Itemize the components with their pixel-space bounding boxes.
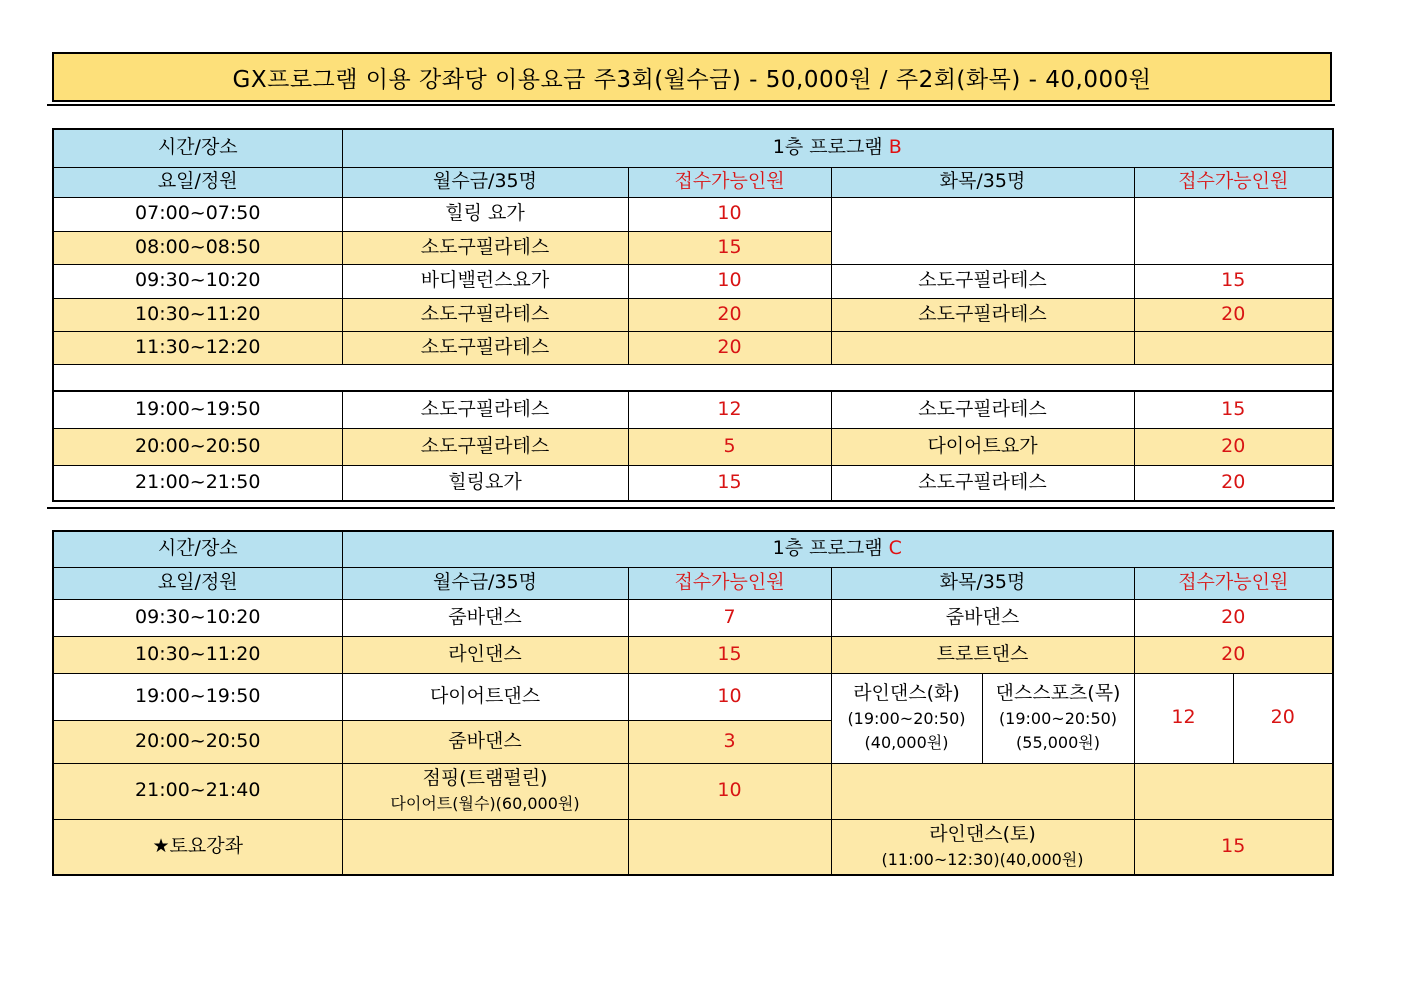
col-mwf: 월수금/35명: [342, 567, 628, 599]
thursday-class-cell: 댄스스포츠(목) (19:00~20:50) (55,000원): [982, 673, 1134, 763]
capacity-cell: 20: [1134, 636, 1333, 673]
time-cell: 20:00~20:50: [53, 720, 342, 763]
class-cell: 소도구필라테스: [831, 264, 1134, 298]
program-letter: C: [888, 537, 902, 560]
class-cell: 소도구필라테스: [342, 298, 628, 331]
capacity-cell: 15: [1134, 391, 1333, 428]
capacity-cell: 20: [1134, 298, 1333, 331]
class-cell: [831, 763, 1134, 819]
table-row: [53, 465, 1333, 501]
table-title: 1층 프로그램 B: [342, 129, 1333, 167]
time-cell: 21:00~21:50: [53, 465, 342, 501]
table-row: [53, 636, 1333, 673]
capacity-cell: 20: [628, 298, 831, 331]
time-cell: ★토요강좌: [53, 819, 342, 875]
class-cell: 소도구필라테스: [831, 391, 1134, 428]
capacity-cell: [628, 819, 831, 875]
capacity-cell: 5: [628, 428, 831, 465]
capacity-cell: 20: [1134, 465, 1333, 501]
table-row: [53, 819, 1333, 875]
table-row: [53, 673, 1333, 720]
capacity-cell: [1134, 331, 1333, 364]
class-cell: 힐링 요가: [342, 197, 628, 231]
class-cell: 소도구필라테스: [342, 428, 628, 465]
class-cell: 라인댄스: [342, 636, 628, 673]
time-cell: 19:00~19:50: [53, 391, 342, 428]
capacity-cell: 10: [628, 763, 831, 819]
capacity-cell: 10: [628, 264, 831, 298]
table-row: [53, 331, 1333, 364]
capacity-cell: 10: [628, 197, 831, 231]
time-cell: 09:30~10:20: [53, 599, 342, 636]
time-cell: 07:00~07:50: [53, 197, 342, 231]
capacity-cell: 15: [1134, 819, 1333, 875]
capacity-cell: 15: [628, 231, 831, 264]
capacity-cell: 20: [1233, 673, 1333, 763]
capacity-cell: 20: [628, 331, 831, 364]
col-capacity-tt: 접수가능인원: [1134, 567, 1333, 599]
capacity-cell: 15: [1134, 264, 1333, 298]
time-cell: 21:00~21:40: [53, 763, 342, 819]
col-tt: 화목/35명: [831, 567, 1134, 599]
class-cell: 라인댄스(토) (11:00~12:30)(40,000원): [831, 819, 1134, 875]
col-day: 요일/정원: [53, 567, 342, 599]
col-capacity-mwf: 접수가능인원: [628, 567, 831, 599]
class-cell: 다이어트댄스: [342, 673, 628, 720]
class-cell: 트로트댄스: [831, 636, 1134, 673]
class-cell: 힐링요가: [342, 465, 628, 501]
col-capacity-mwf: 접수가능인원: [628, 167, 831, 197]
capacity-cell: 20: [1134, 428, 1333, 465]
fee-banner: GX프로그램 이용 강좌당 이용요금 주3회(월수금) - 50,000원 / 주2회(화목) - 40,000원: [52, 52, 1332, 102]
table-row: [53, 763, 1333, 819]
table-row: [53, 428, 1333, 465]
time-cell: 10:30~11:20: [53, 298, 342, 331]
table-row: [53, 298, 1333, 331]
class-cell: [831, 331, 1134, 364]
spacer-row: [53, 364, 1333, 391]
table-row: [53, 391, 1333, 428]
table-row: [53, 599, 1333, 636]
capacity-cell: 3: [628, 720, 831, 763]
capacity-cell: 12: [1134, 673, 1233, 763]
table-row: [53, 197, 1333, 231]
class-cell: 점핑(트램펄린) 다이어트(월수)(60,000원): [342, 763, 628, 819]
class-cell: [831, 197, 1134, 264]
program-letter: B: [888, 136, 902, 159]
capacity-cell: 15: [628, 465, 831, 501]
time-cell: 08:00~08:50: [53, 231, 342, 264]
corner-label: 시간/장소: [53, 129, 342, 167]
capacity-cell: 20: [1134, 599, 1333, 636]
col-capacity-tt: 접수가능인원: [1134, 167, 1333, 197]
capacity-cell: 12: [628, 391, 831, 428]
tuesday-class-cell: 라인댄스(화) (19:00~20:50) (40,000원): [831, 673, 982, 763]
capacity-cell: 10: [628, 673, 831, 720]
table-title: 1층 프로그램 C: [342, 531, 1333, 567]
time-cell: 10:30~11:20: [53, 636, 342, 673]
time-cell: 19:00~19:50: [53, 673, 342, 720]
capacity-cell: 7: [628, 599, 831, 636]
capacity-cell: [1134, 763, 1333, 819]
class-cell: 줌바댄스: [342, 599, 628, 636]
schedule-table-c: [52, 530, 1334, 876]
capacity-cell: 15: [628, 636, 831, 673]
table-row: [53, 264, 1333, 298]
time-cell: 20:00~20:50: [53, 428, 342, 465]
capacity-cell: [1134, 197, 1333, 264]
class-cell: [342, 819, 628, 875]
class-cell: 다이어트요가: [831, 428, 1134, 465]
class-cell: 소도구필라테스: [342, 231, 628, 264]
class-cell: 줌바댄스: [342, 720, 628, 763]
class-cell: 바디밸런스요가: [342, 264, 628, 298]
class-cell: 소도구필라테스: [342, 391, 628, 428]
divider-middle: [47, 507, 1335, 509]
class-cell: 줌바댄스: [831, 599, 1134, 636]
divider-top: [47, 104, 1335, 106]
schedule-table-b: [52, 128, 1334, 502]
col-mwf: 월수금/35명: [342, 167, 628, 197]
time-cell: 09:30~10:20: [53, 264, 342, 298]
class-cell: 소도구필라테스: [831, 298, 1134, 331]
class-cell: 소도구필라테스: [831, 465, 1134, 501]
col-day: 요일/정원: [53, 167, 342, 197]
col-tt: 화목/35명: [831, 167, 1134, 197]
class-cell: 소도구필라테스: [342, 331, 628, 364]
time-cell: 11:30~12:20: [53, 331, 342, 364]
corner-label: 시간/장소: [53, 531, 342, 567]
